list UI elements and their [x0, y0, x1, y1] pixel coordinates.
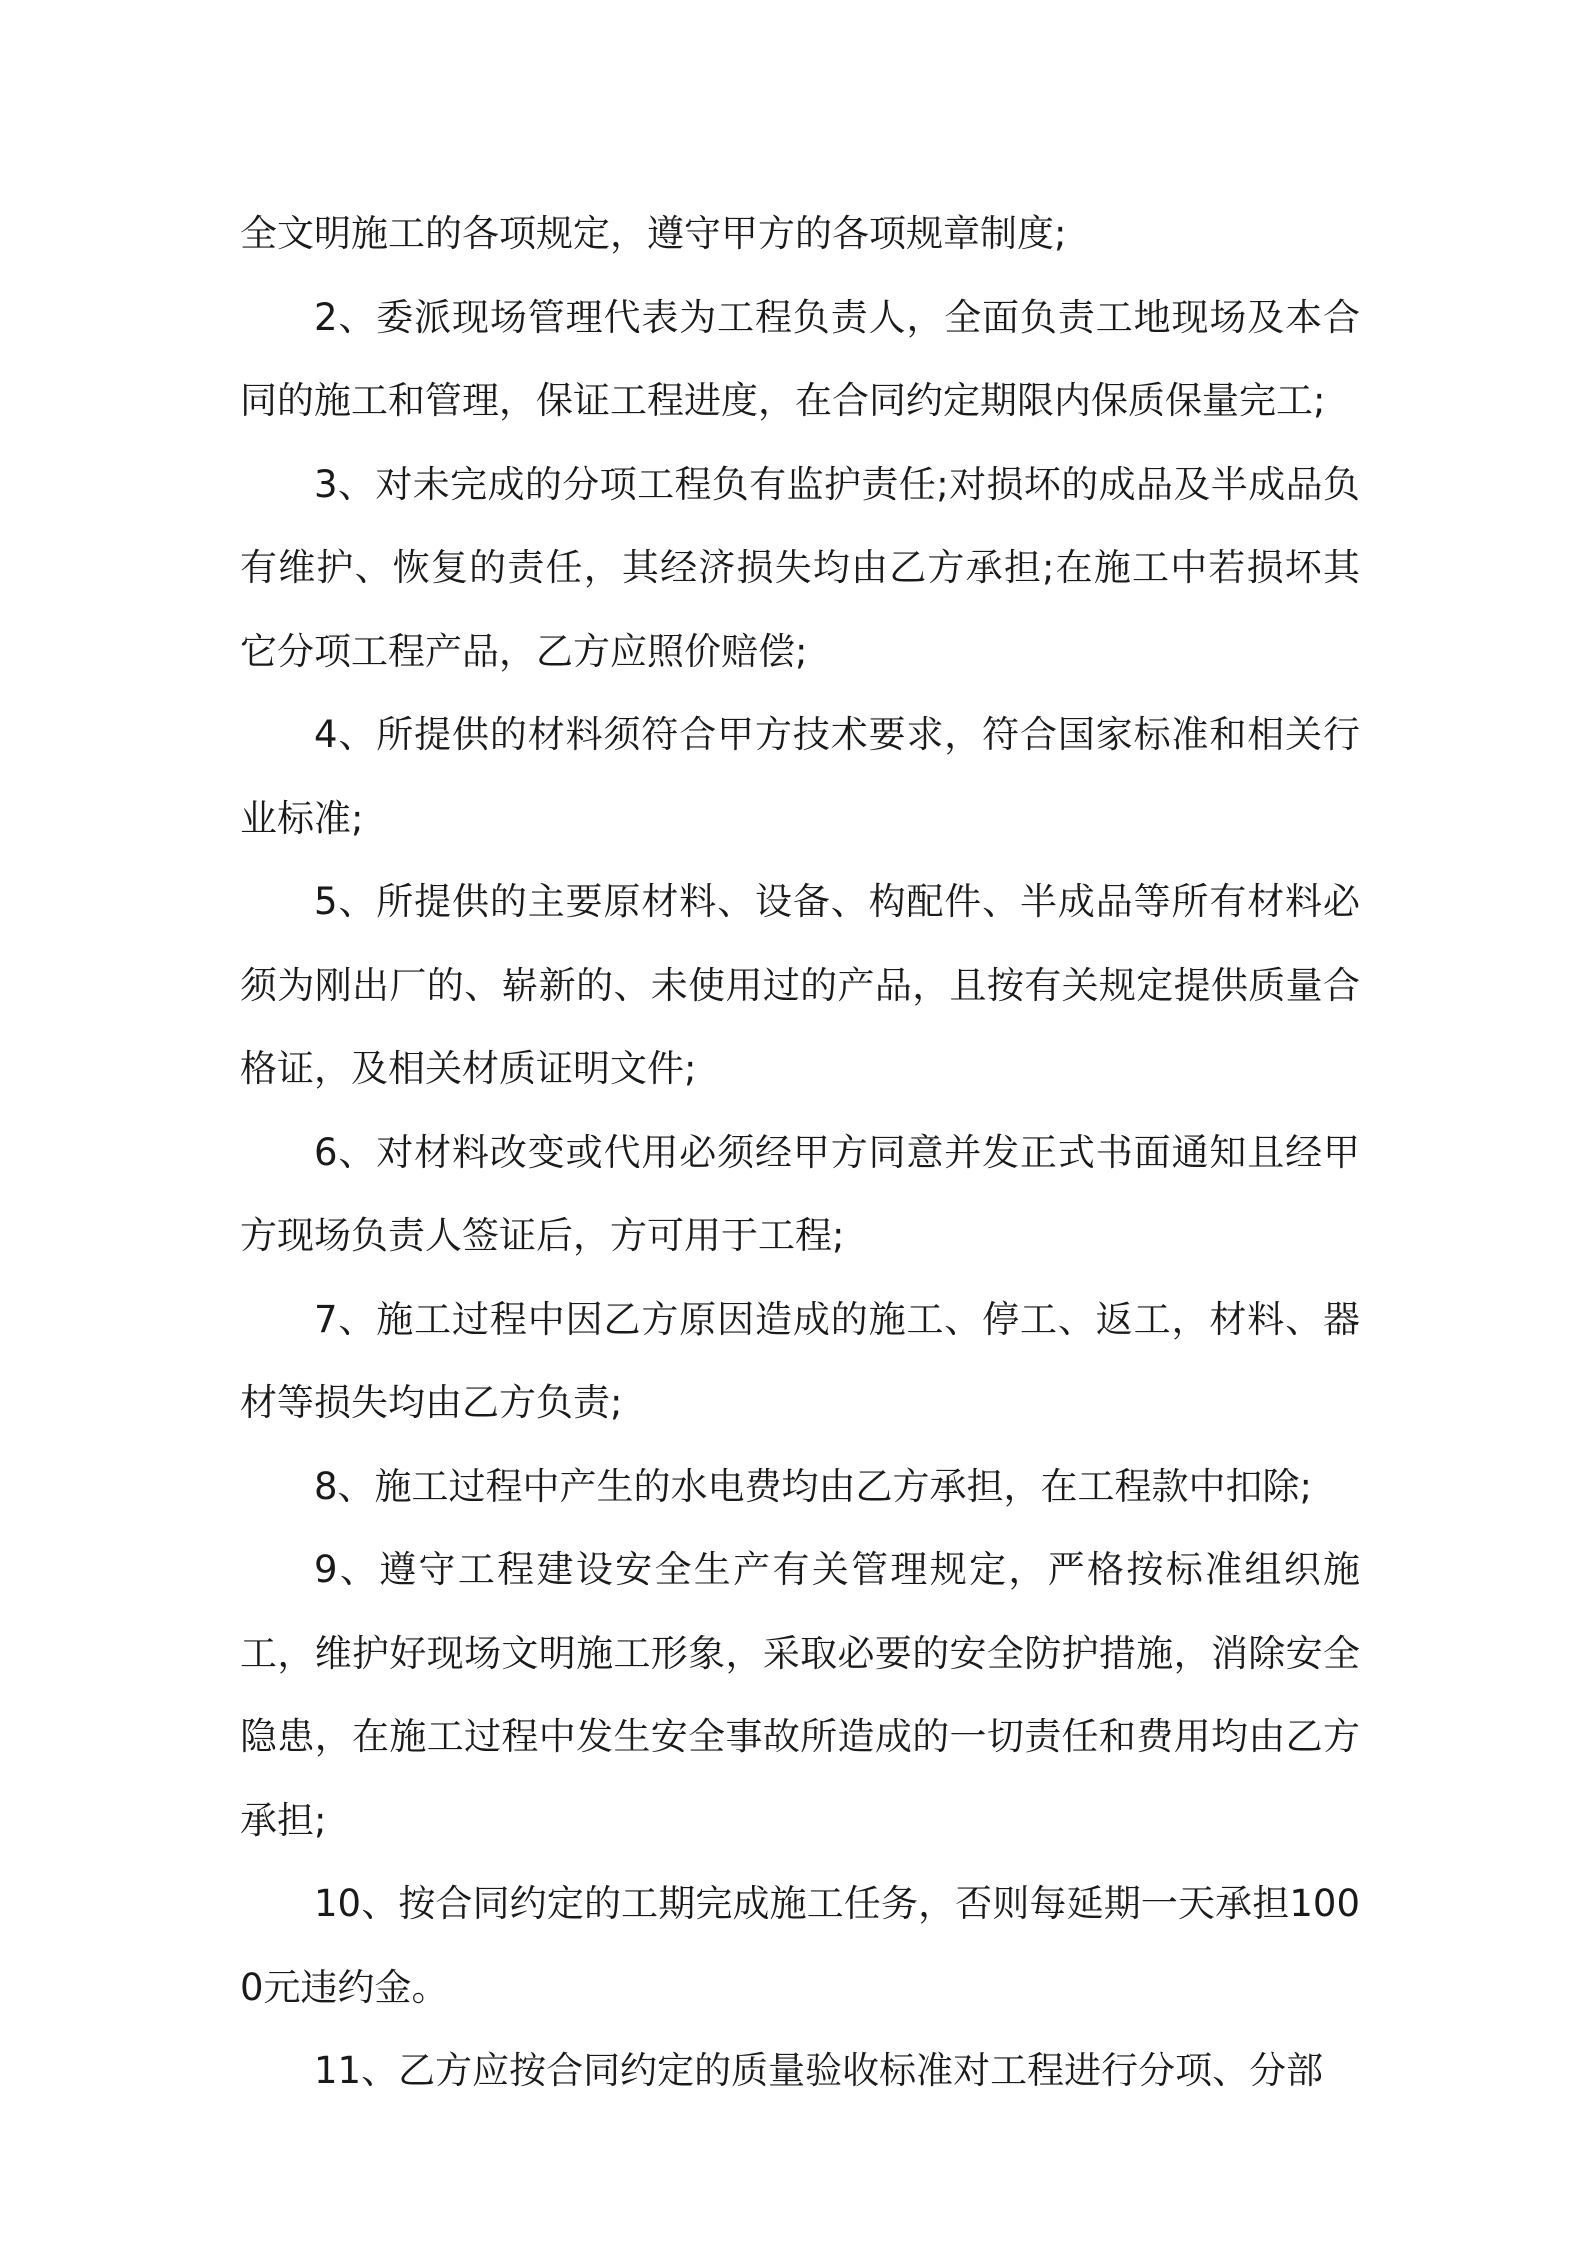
clause-4: 4、所提供的材料须符合甲方技术要求，符合国家标准和相关行业标准; [240, 713, 1360, 840]
paragraph-1-continuation: 全文明施工的各项规定，遵守甲方的各项规章制度; [240, 212, 1067, 255]
clause-8: 8、施工过程中产生的水电费均由乙方承担，在工程款中扣除; [314, 1464, 1313, 1508]
clause-6: 6、对材料改变或代用必须经甲方同意并发正式书面通知且经甲方现场负责人签证后，方可用于工程; [240, 1130, 1360, 1257]
clause-9: 9、遵守工程建设安全生产有关管理规定，严格按标准组织施工，维护好现场文明施工形象，采取必要的安全防护措施，消除安全隐患，在施工过程中发生安全事故所造成的一切责任和费用均由乙方承担; [240, 1548, 1360, 1842]
contract-text [240, 192, 1360, 2113]
clause-5: 5、所提供的主要原材料、设备、构配件、半成品等所有材料必须为刚出厂的、崭新的、未使用过的产品，且按有关规定提供质量合格证，及相关材质证明文件; [240, 880, 1360, 1090]
clause-2: 2、委派现场管理代表为工程负责人，全面负责工地现场及本合同的施工和管理，保证工程进度，在合同约定期限内保质保量完工; [240, 295, 1360, 422]
clause-11: 11、乙方应按合同约定的质量验收标准对工程进行分项、分部 [314, 2049, 1324, 2092]
clause-10: 10、按合同约定的工期完成施工任务，否则每延期一天承担1000元违约金。 [240, 1882, 1360, 2009]
clause-3: 3、对未完成的分项工程负有监护责任;对损坏的成品及半成品负有维护、恢复的责任，其经济损失均由乙方承担;在施工中若损坏其它分项工程产品，乙方应照价赔偿; [240, 462, 1360, 673]
clause-7: 7、施工过程中因乙方原因造成的施工、停工、返工，材料、器材等损失均由乙方负责; [240, 1297, 1360, 1424]
